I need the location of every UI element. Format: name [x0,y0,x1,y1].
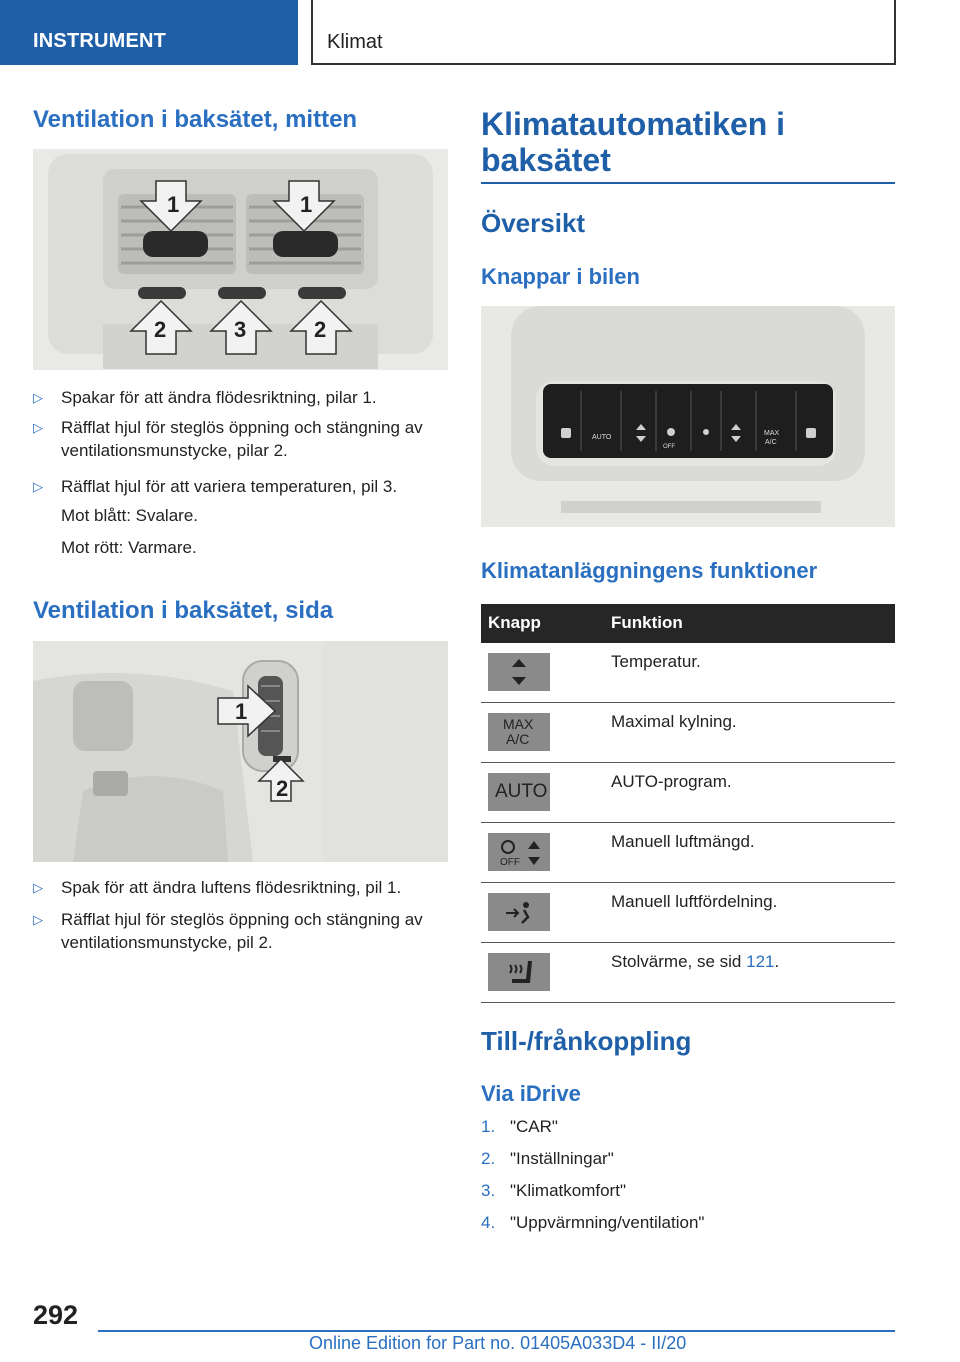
page-link[interactable]: 121 [746,952,775,971]
panel-off-label: OFF [663,444,675,450]
table-row: AUTO AUTO-program. [481,763,895,823]
auto-icon: AUTO [488,773,550,811]
photo-rear-climate-panel [481,306,895,527]
triangle-bullet-icon: ▷ [33,420,43,435]
air-distribution-icon [488,893,550,931]
edition-link[interactable]: Online Edition for Part no. 01405A033D4 - II/20 [309,1333,687,1353]
heading-overview: Översikt [481,208,586,238]
chapter-label: Klimat [327,31,383,53]
heading-toggle: Till-/frånkoppling [481,1026,692,1056]
chapter-tab [311,0,896,65]
arrow-label: 1 [235,699,248,724]
fan-off-icon: OFF [488,833,550,871]
col-button-header: Knapp [488,613,541,632]
section-tab [0,0,298,65]
table-row: MAX A/C Maximal kylning. [481,703,895,763]
table-header [481,604,895,643]
panel-max-label: MAX [764,430,780,437]
table-row: Manuell luftfördelning. [481,883,895,943]
note-warmer: Mot rött: Varmare. [61,538,197,557]
photo-rear-center-vents [33,149,448,370]
arrow-label: 1 [167,192,180,217]
arrow-label: 2 [314,317,327,342]
max-ac-icon: MAX A/C [488,713,550,751]
section-label: INSTRUMENT [33,30,167,52]
triangle-bullet-icon: ▷ [33,390,43,405]
arrow-label: 3 [234,317,247,342]
triangle-bullet-icon: ▷ [33,912,43,927]
arrow-label: 1 [300,192,313,217]
title-underline [481,182,895,184]
seat-heating-icon [488,953,550,991]
temperature-arrows-icon [488,653,550,691]
arrow-label: 2 [154,317,167,342]
heading-functions: Klimatanläggningens funktioner [481,558,818,583]
table-row: Temperatur. [481,643,895,703]
heading-rear-center-vents: Ventilation i baksätet, mitten [33,106,358,133]
table-row: OFF Manuell luftmängd. [481,823,895,883]
col-function-header: Funktion [611,613,683,632]
table-row: Stolvärme, se sid 121. [481,943,895,1003]
note-cooler: Mot blått: Svalare. [61,506,199,525]
heading-idrive: Via iDrive [481,1081,581,1106]
page-title: Klimatautomatiken i baksätet [481,106,786,178]
photo-rear-side-vent [33,641,448,862]
triangle-bullet-icon: ▷ [33,479,43,494]
panel-ac-label: A/C [765,439,777,446]
heading-rear-side-vents: Ventilation i baksätet, sida [33,597,334,624]
arrow-label: 2 [276,776,289,801]
heading-buttons: Knappar i bilen [481,264,640,289]
footer-divider [98,1330,895,1332]
triangle-bullet-icon: ▷ [33,880,43,895]
page-number: 292 [33,1300,79,1330]
functions-table [481,604,895,1003]
panel-auto-label: AUTO [592,434,612,441]
